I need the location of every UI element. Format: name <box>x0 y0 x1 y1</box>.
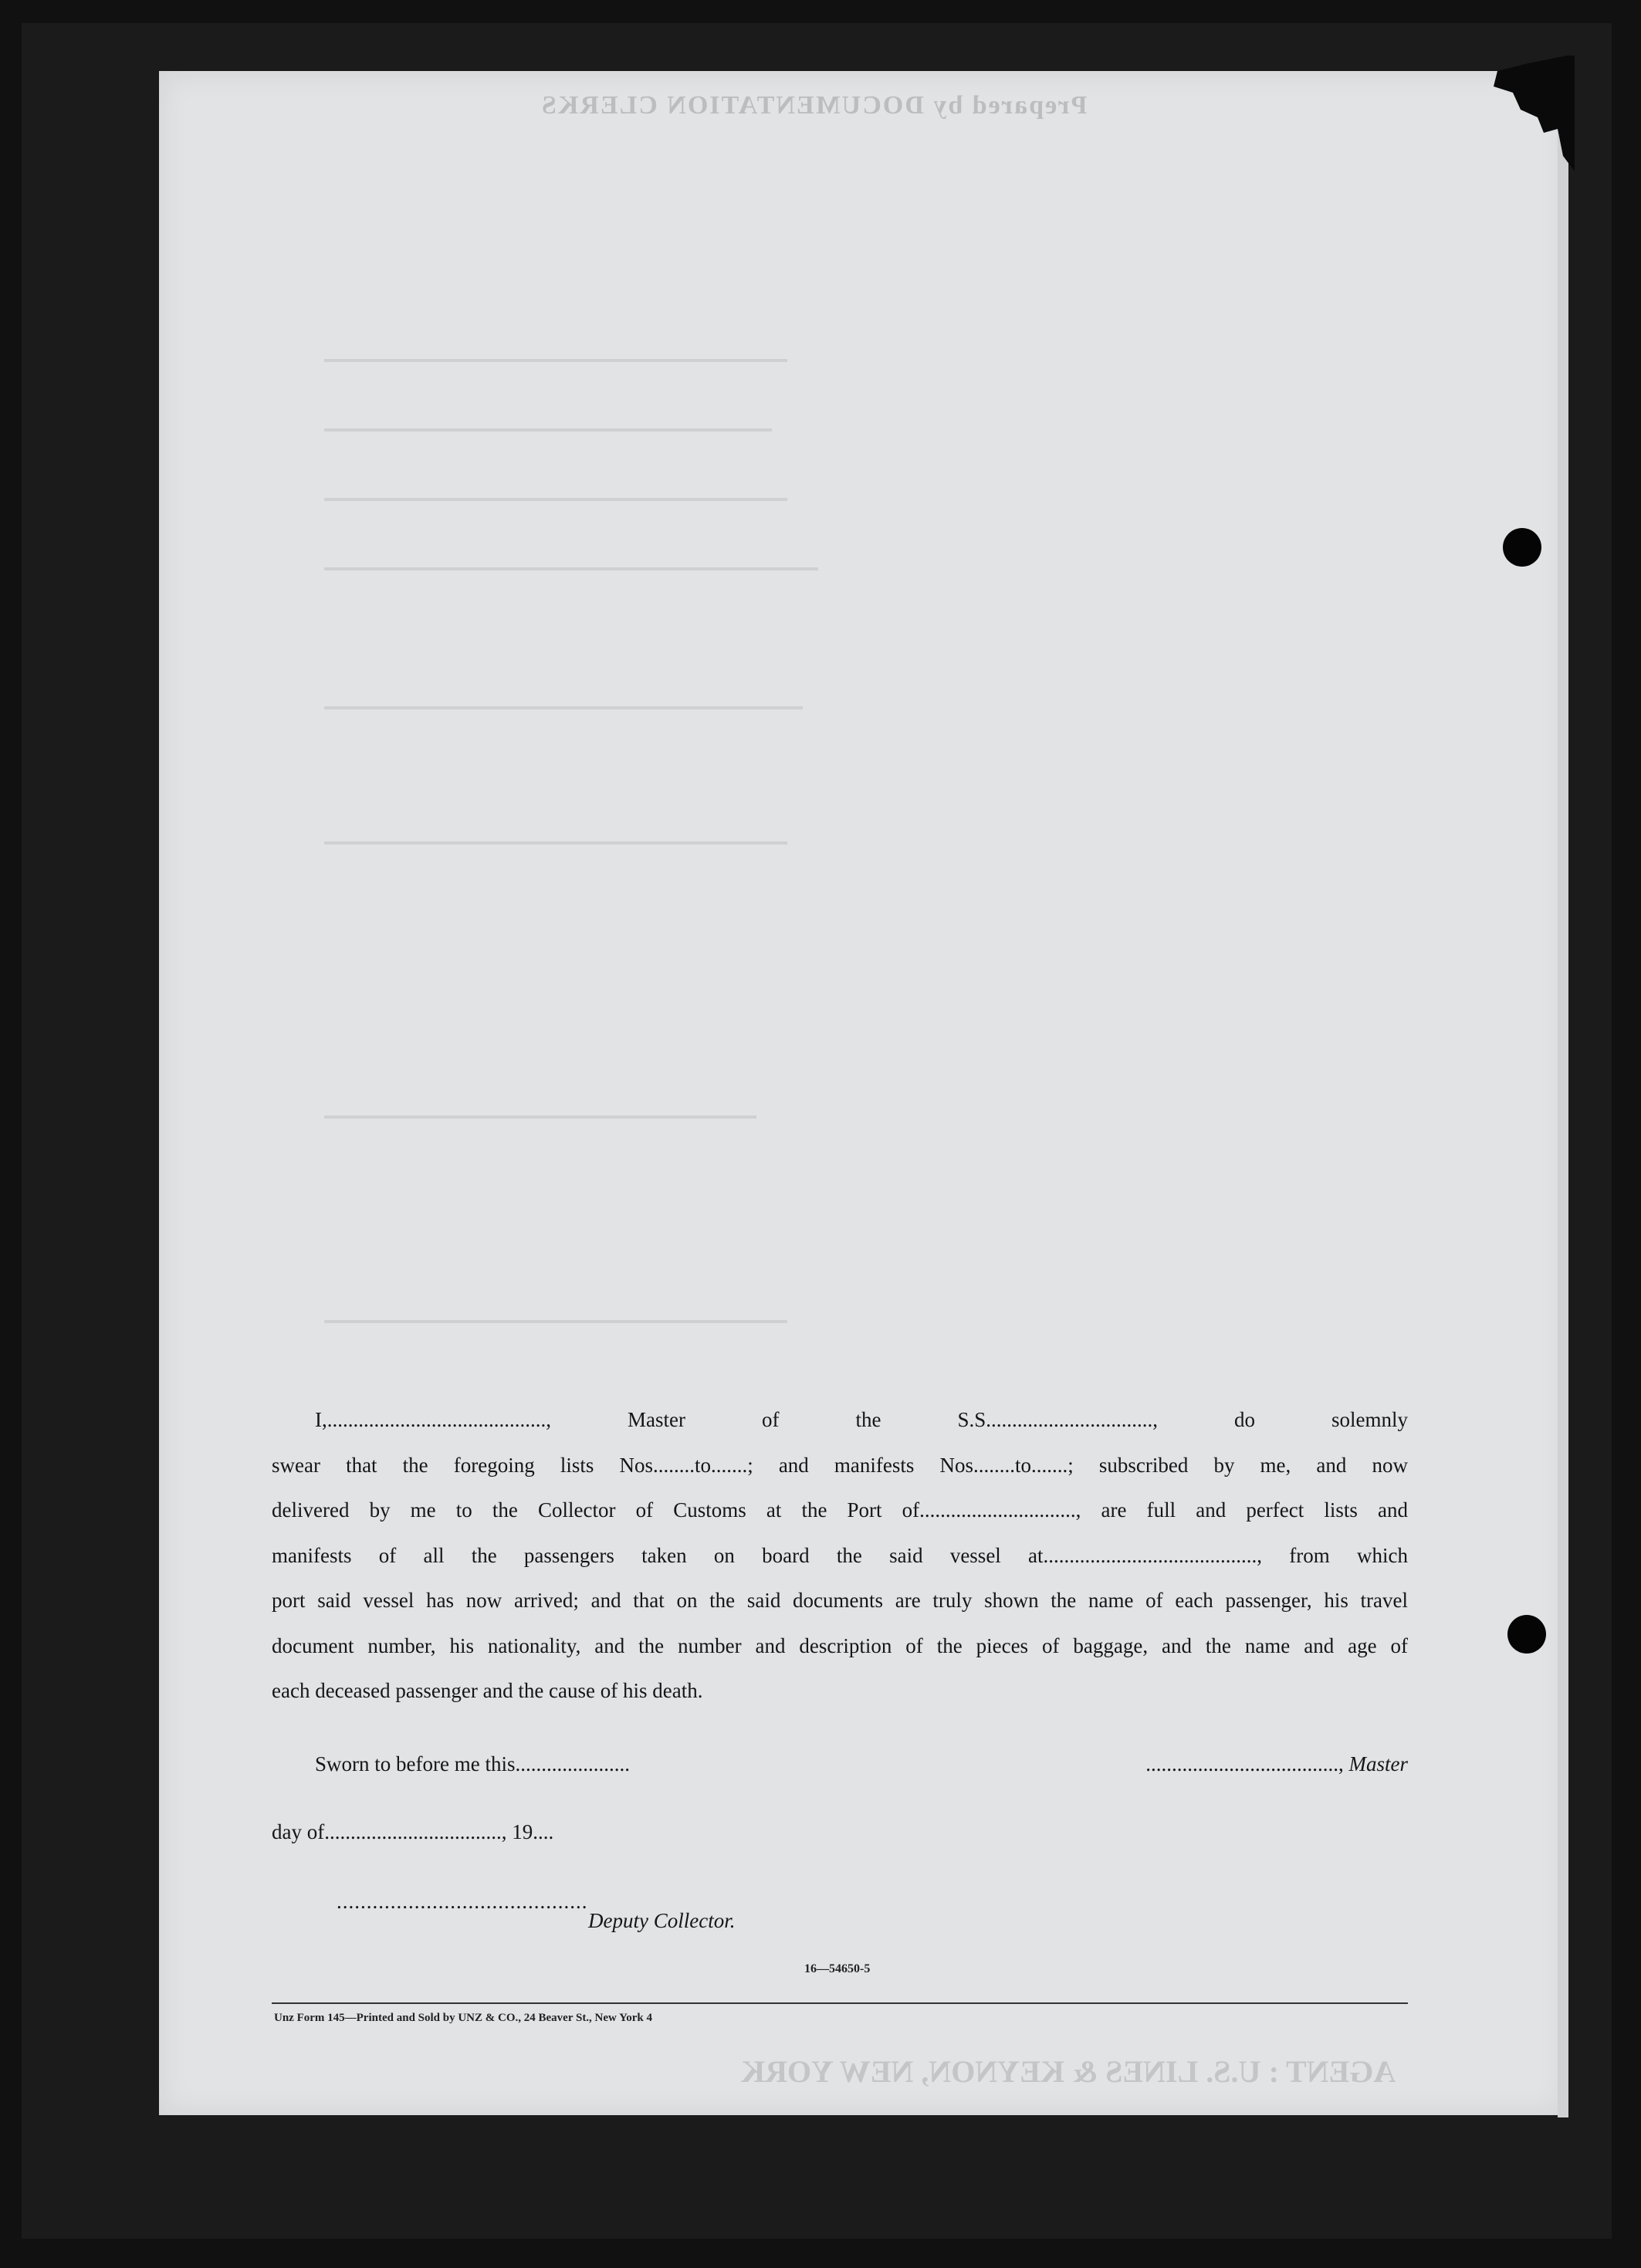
footer-divider <box>272 2002 1408 2004</box>
oath-paragraph <box>272 1397 1408 1714</box>
deputy-collector-label: Deputy Collector. <box>588 1909 736 1932</box>
punch-hole-top <box>1503 528 1541 567</box>
bleed-through-row <box>324 1320 787 1323</box>
form-number: 16—54650-5 <box>804 1962 871 1975</box>
oath-line: delivered by me to the Collector of Customs at the Port of.............................., are full and perfect lists and <box>272 1498 1408 1522</box>
master-label: Master <box>1348 1752 1408 1775</box>
bleed-through-header: Prepared by DOCUMENTATION CLERKS <box>540 91 1088 120</box>
master-signature-line: ....................................., <box>1145 1752 1344 1775</box>
oath-line: document number, his nationality, and the number and description of the pieces of baggage, and the name and age of <box>272 1633 1408 1657</box>
oath-line: port said vessel has now arrived; and that on the said documents are truly shown the name of each passenger, his travel <box>272 1589 1408 1612</box>
printer-imprint: Unz Form 145—Printed and Sold by UNZ & CO., 24 Beaver St., New York 4 <box>274 2012 652 2024</box>
oath-line: manifests of all the passengers taken on board the said vessel at........................................., from which <box>272 1543 1408 1567</box>
oath-line: I,.........................................., Master of the S.S................................, do solemnly <box>315 1408 1408 1431</box>
document-page <box>159 71 1567 2115</box>
bleed-through-row <box>324 567 818 570</box>
bleed-through-row <box>324 706 803 709</box>
sworn-text: Sworn to before me this...................... <box>315 1752 630 1775</box>
bleed-through-row <box>324 498 787 501</box>
oath-line: swear that the foregoing lists Nos........to.......; and manifests Nos........to.......; subscribed by me, and now <box>272 1453 1408 1477</box>
page-edge <box>1558 127 1568 2117</box>
bleed-through-footer: AGENT : U.S. LINES & KEYNON, NEW YORK <box>741 2054 1396 2089</box>
oath-line: each deceased passenger and the cause of his death. <box>272 1679 703 1702</box>
master-signature <box>1145 1752 1408 1776</box>
deputy-signature-line: .......................................... <box>337 1890 588 1913</box>
bleed-through-row <box>324 428 772 432</box>
torn-corner <box>1467 56 1575 171</box>
bleed-through-row <box>324 841 787 845</box>
punch-hole-bottom <box>1507 1615 1546 1654</box>
bleed-through-row <box>324 1115 756 1119</box>
bleed-through-row <box>324 359 787 362</box>
day-text: day of.................................., 19.... <box>272 1820 554 1843</box>
